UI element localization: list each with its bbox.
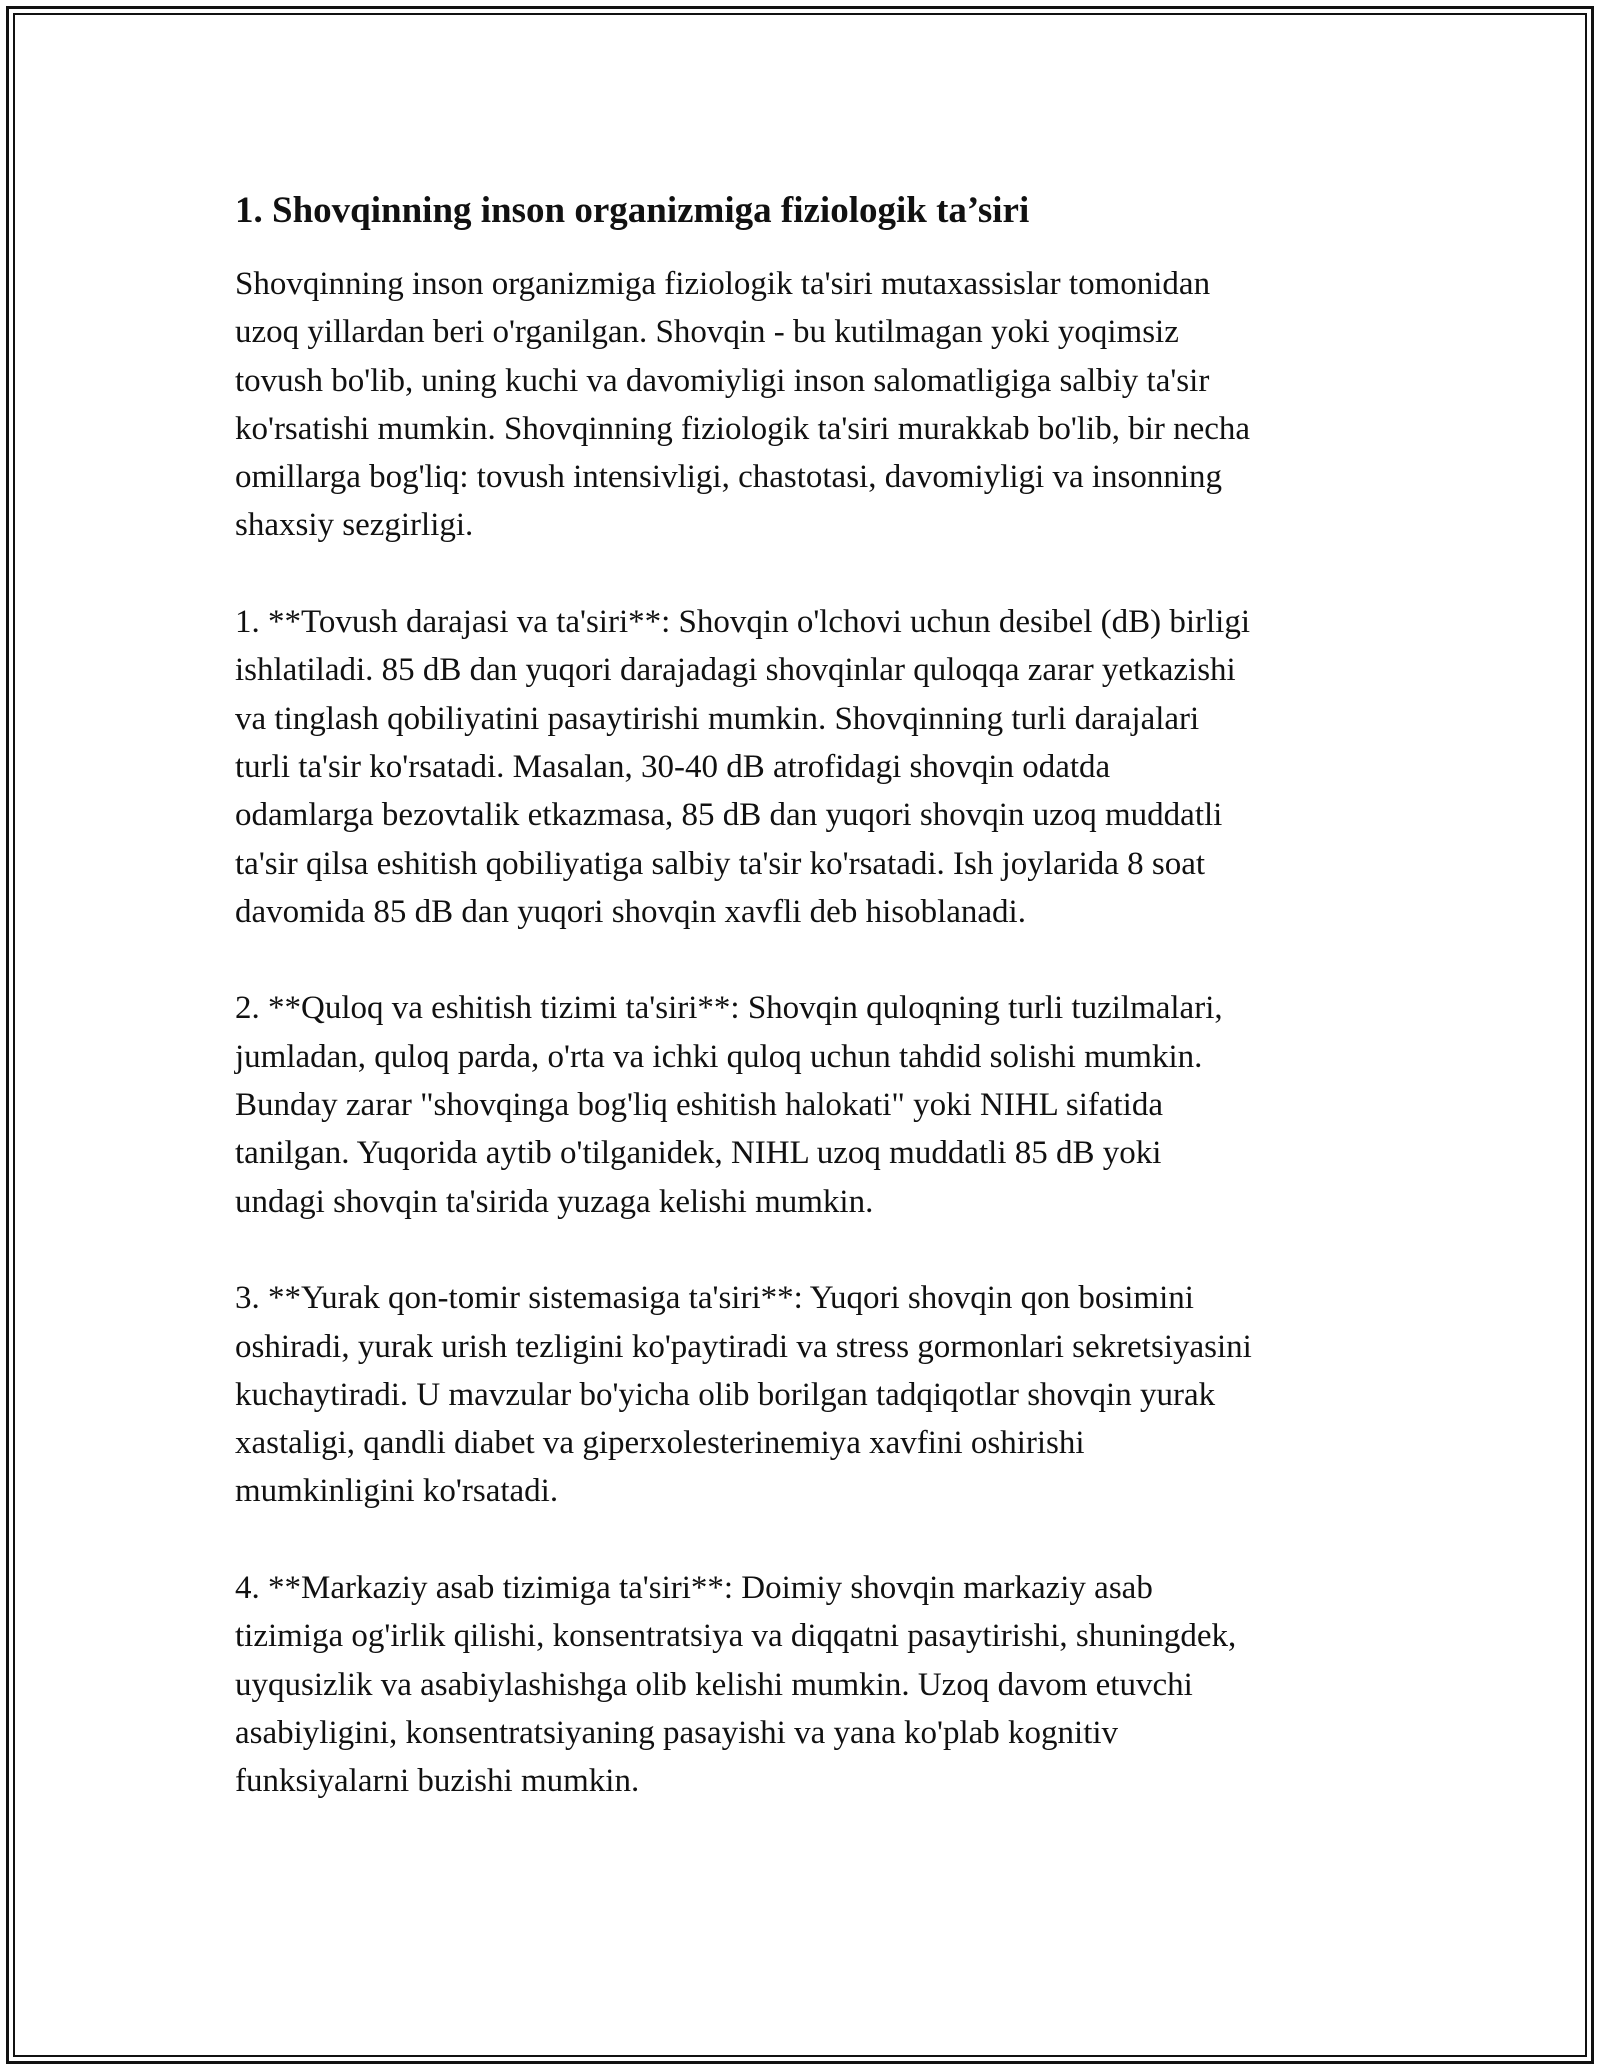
document-body [235, 186, 1385, 1854]
paragraph-nervous-system: 4. **Markaziy asab tizimiga ta'siri**: Doimiy shovqin markaziy asab tizimiga og'irlik qilishi, konsentratsiya va diqqatni pasaytirishi, shuningdek, uyqusizlik va asabiylashishga olib kelishi mumkin. Uzoq davom etuvchi asabiyligini, konsentratsiyaning pasayishi va yana ko'plab kognitiv funksiyalarni buzishi mumkin. [235, 1570, 1237, 1800]
intro-paragraph: Shovqinning inson organizmiga fiziologik ta'siri mutaxassislar tomonidan uzoq yillardan beri o'rganilgan. Shovqin - bu kutilmagan yoki yoqimsiz tovush bo'lib, uning kuchi va davomiyligi inson salomatligiga salbiy ta'sir ko'rsatishi mumkin. Shovqinning fiziologik ta'siri murakkab bo'lib, bir necha omillarga bog'liq: tovush intensivligi, chastotasi, davomiyligi va insonning shaxsiy sezgirligi. [235, 266, 1251, 544]
paragraph-hearing-system: 2. **Quloq va eshitish tizimi ta'siri**: Shovqin quloqning turli tuzilmalari, jumladan, quloq parda, o'rta va ichki quloq uchun tahdid solishi mumkin. Bunday zarar "shovqinga bog'liq eshitish halokati" yoki NIHL sifatida tanilgan. Yuqorida aytib o'tilganidek, NIHL uzoq muddatli 85 dB yoki undagi shovqin ta'sirida yuzaga kelishi mumkin. [235, 990, 1223, 1220]
paragraph-cardiovascular: 3. **Yurak qon-tomir sistemasiga ta'siri**: Yuqori shovqin qon bosimini oshiradi, yurak urish tezligini ko'paytiradi va stress gormonlari sekretsiyasini kuchaytiradi. U mavzular bo'yicha olib borilgan tadqiqotlar shovqin yurak xastaligi, qandli diabet va giperxolesterinemiya xavfini oshirishi mumkinligini ko'rsatadi. [235, 1280, 1252, 1510]
section-title: 1. Shovqinning inson organizmiga fiziologik ta’siri [235, 190, 1030, 231]
paragraph-sound-level: 1. **Tovush darajasi va ta'siri**: Shovqin o'lchovi uchun desibel (dB) birligi ishlatiladi. 85 dB dan yuqori darajadagi shovqinlar quloqqa zarar yetkazishi va tinglash qobiliyatini pasaytirishi mumkin. Shovqinning turli darajalari turli ta'sir ko'rsatadi. Masalan, 30-40 dB atrofidagi shovqin odatda odamlarga bezovtalik etkazmasa, 85 dB dan yuqori shovqin uzoq muddatli ta'sir qilsa eshitish qobiliyatiga salbiy ta'sir ko'rsatadi. Ish joylarida 8 soat davomida 85 dB dan yuqori shovqin xavfli deb hisoblanadi. [235, 604, 1251, 930]
